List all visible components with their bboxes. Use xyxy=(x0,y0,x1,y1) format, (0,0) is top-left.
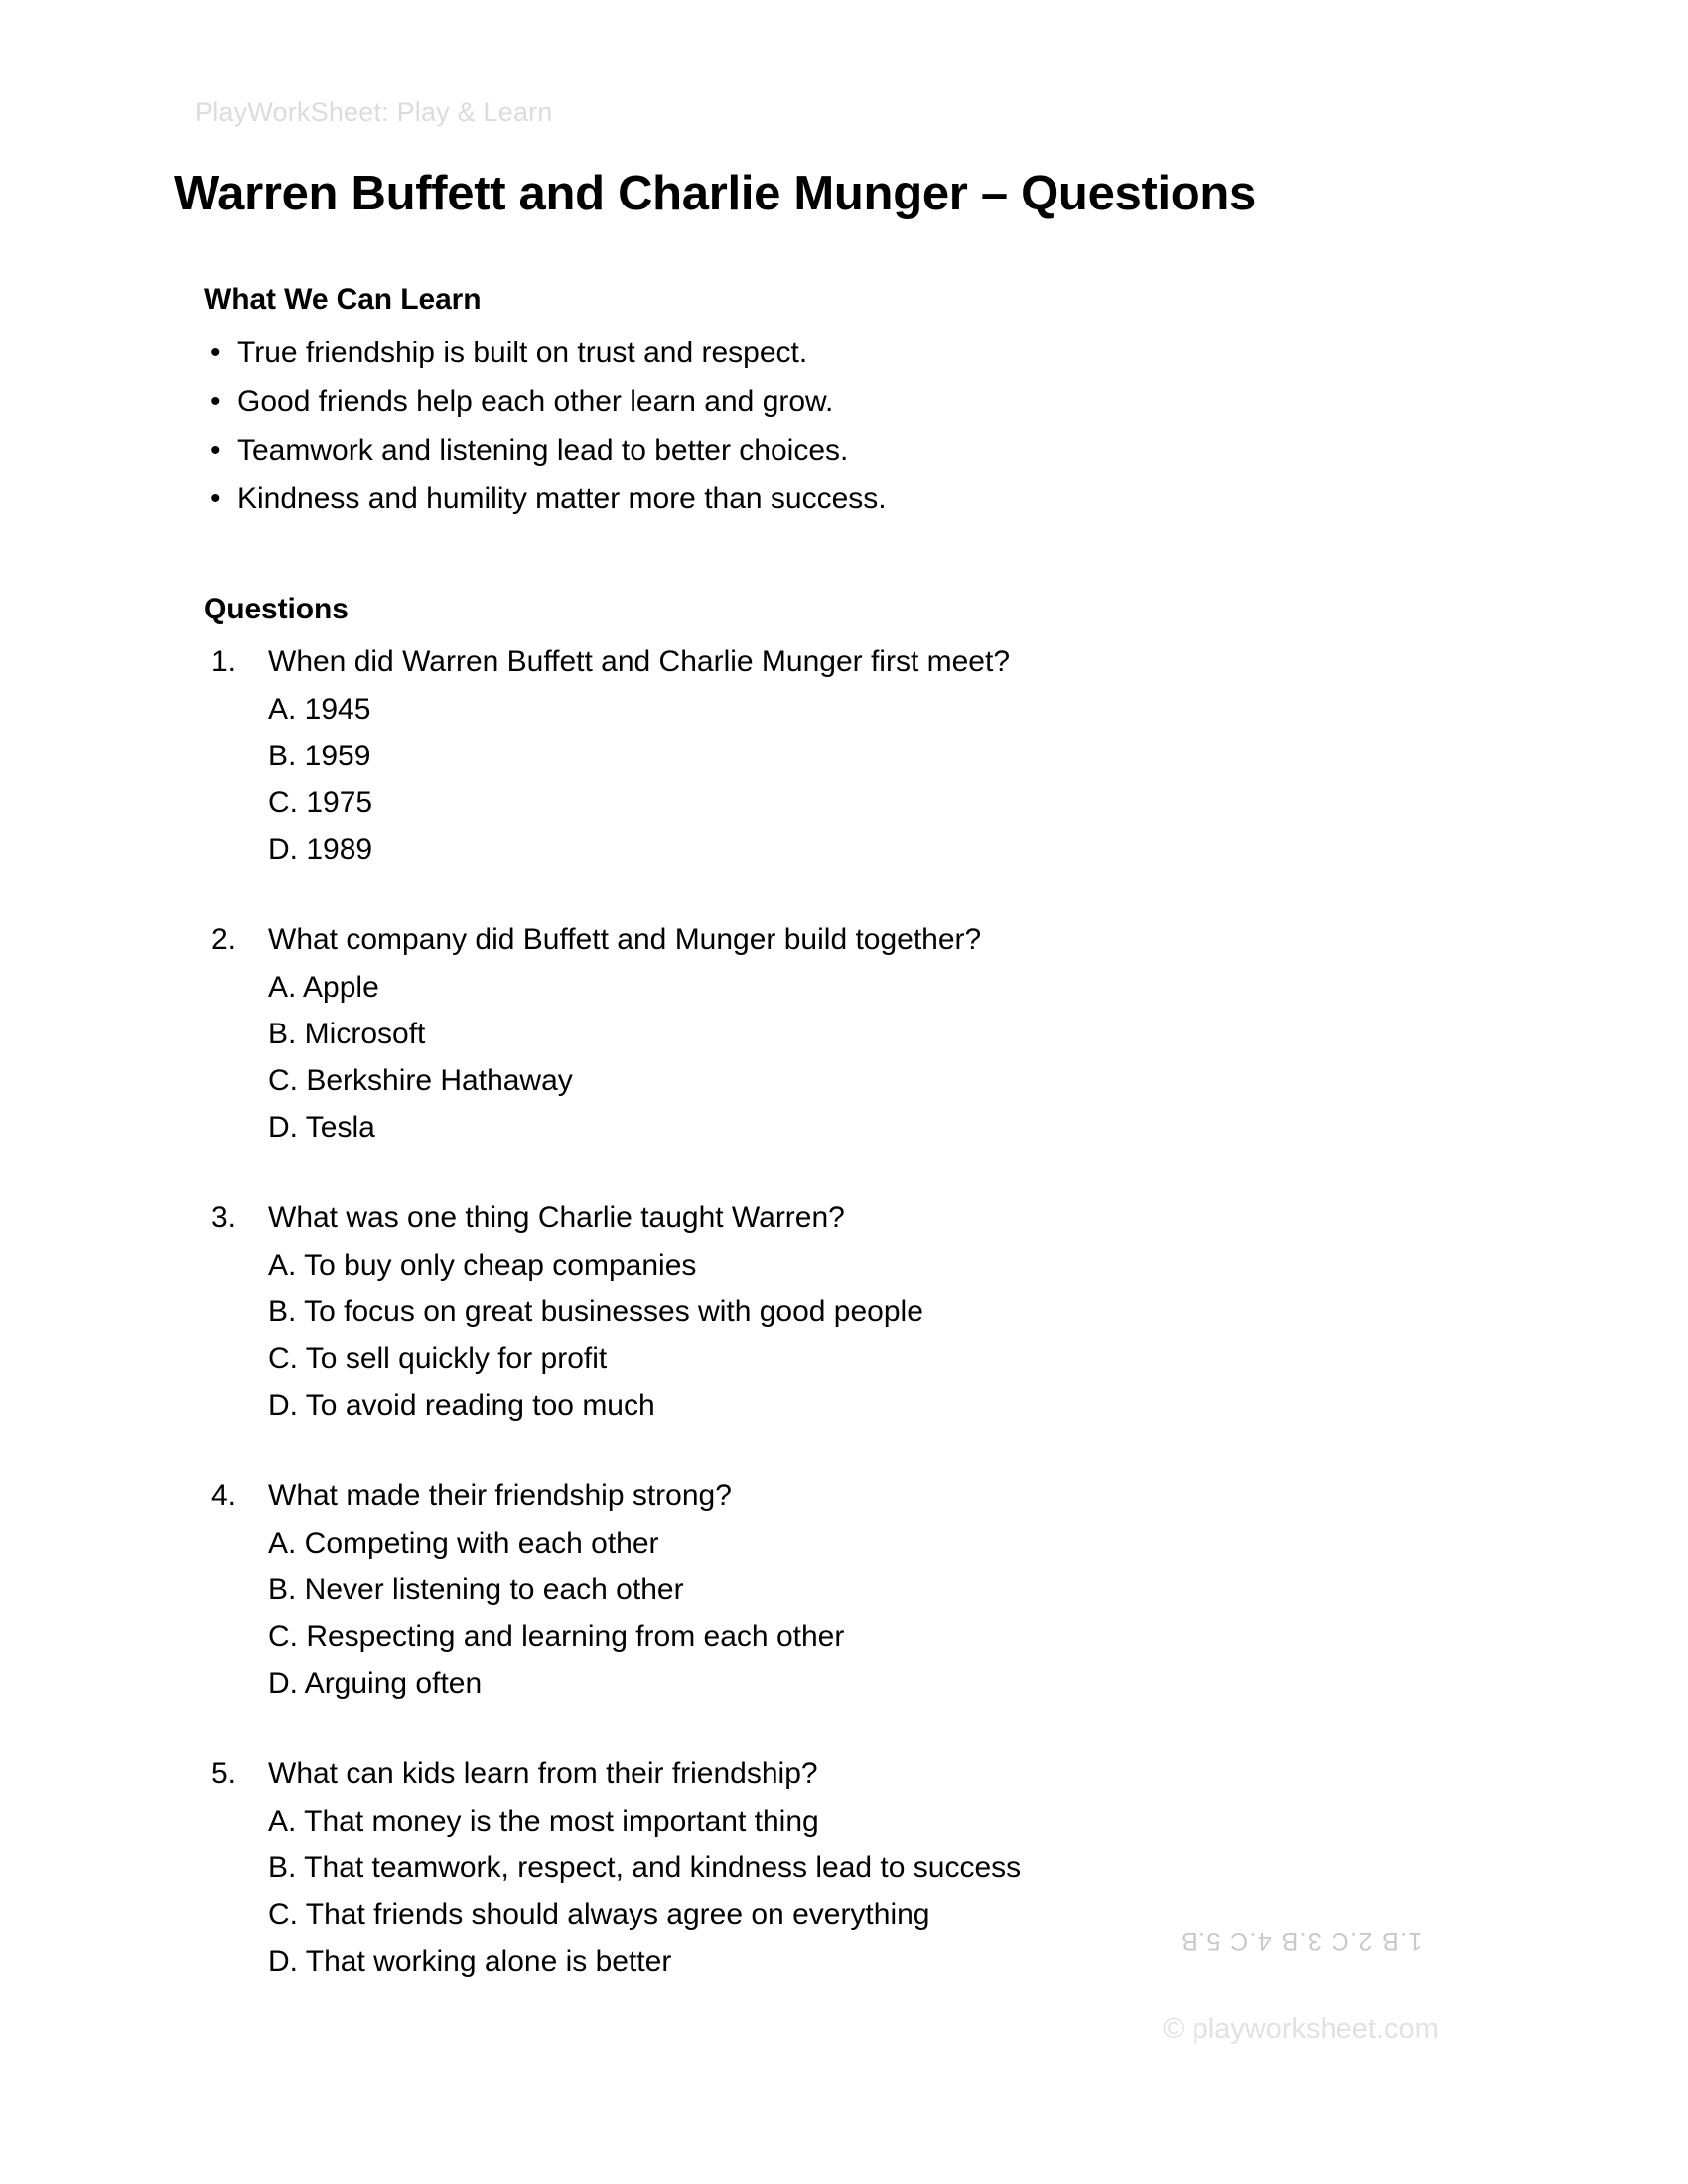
answer-key xyxy=(1142,1924,1460,1958)
question-text: What was one thing Charlie taught Warren? xyxy=(268,1201,845,1234)
question-text: What company did Buffett and Munger build together? xyxy=(268,923,982,956)
option-item[interactable]: B. 1959 xyxy=(268,740,371,772)
option-item[interactable]: D. Tesla xyxy=(268,1111,375,1144)
brand-header: PlayWorkSheet: Play & Learn xyxy=(195,97,553,127)
option-list xyxy=(204,1242,1455,1429)
question-number: 4. xyxy=(211,1479,237,1512)
option-item[interactable]: B. To focus on great businesses with good people xyxy=(268,1296,923,1328)
question-item xyxy=(204,1472,1455,1706)
option-list xyxy=(204,686,1455,873)
footer-copyright: © playworksheet.com xyxy=(1163,2013,1439,2045)
question-text: What made their friendship strong? xyxy=(268,1479,732,1512)
question-item xyxy=(204,638,1455,873)
question-number: 3. xyxy=(211,1201,237,1234)
option-item[interactable]: A. Apple xyxy=(268,971,379,1004)
learn-item-text: True friendship is built on trust and respect. xyxy=(237,337,808,369)
option-list xyxy=(204,1520,1455,1706)
option-item[interactable]: D. Arguing often xyxy=(268,1667,483,1700)
option-item[interactable]: A. To buy only cheap companies xyxy=(268,1249,697,1282)
option-item[interactable]: A. 1945 xyxy=(268,693,371,726)
list-item xyxy=(204,329,1455,377)
option-item[interactable]: B. That teamwork, respect, and kindness lead to success xyxy=(268,1851,1022,1884)
section-spacer xyxy=(204,523,1455,593)
option-item[interactable]: B. Never listening to each other xyxy=(268,1573,684,1606)
option-item[interactable]: B. Microsoft xyxy=(268,1018,426,1050)
option-item[interactable]: D. 1989 xyxy=(268,833,373,866)
option-item[interactable]: C. Berkshire Hathaway xyxy=(268,1064,573,1097)
question-number: 5. xyxy=(211,1757,237,1790)
learn-item-text: Kindness and humility matter more than success. xyxy=(237,482,887,515)
option-item[interactable]: A. Competing with each other xyxy=(268,1527,659,1560)
question-prompt xyxy=(204,916,1455,964)
question-prompt xyxy=(204,1472,1455,1520)
question-item xyxy=(204,916,1455,1151)
option-item[interactable]: C. To sell quickly for profit xyxy=(268,1342,608,1375)
list-item xyxy=(204,377,1455,426)
list-item xyxy=(204,426,1455,475)
option-list xyxy=(204,964,1455,1151)
question-item xyxy=(204,1194,1455,1429)
option-item[interactable]: A. That money is the most important thing xyxy=(268,1805,819,1838)
option-item[interactable]: D. That working alone is better xyxy=(268,1945,672,1978)
question-number: 2. xyxy=(211,923,237,956)
section-heading-what-we-can-learn: What We Can Learn xyxy=(204,283,482,316)
learn-item-text: Good friends help each other learn and grow. xyxy=(237,385,834,418)
option-item[interactable]: C. Respecting and learning from each other xyxy=(268,1620,845,1653)
question-number: 1. xyxy=(211,645,237,678)
learn-bullet-list xyxy=(204,329,1455,523)
bullet-icon: • xyxy=(211,482,221,515)
learn-item-text: Teamwork and listening lead to better choices. xyxy=(237,434,849,467)
list-item xyxy=(204,475,1455,523)
question-prompt xyxy=(204,1750,1455,1798)
bullet-icon: • xyxy=(211,337,221,369)
option-item[interactable]: C. 1975 xyxy=(268,786,373,819)
option-item[interactable]: D. To avoid reading too much xyxy=(268,1389,655,1422)
bullet-icon: • xyxy=(211,385,221,418)
page-title: Warren Buffett and Charlie Munger – Questions xyxy=(173,167,1257,220)
question-prompt xyxy=(204,1194,1455,1242)
question-list xyxy=(204,638,1455,1984)
section-heading-questions: Questions xyxy=(204,593,349,625)
option-item[interactable]: C. That friends should always agree on everything xyxy=(268,1898,930,1931)
question-prompt xyxy=(204,638,1455,686)
question-text: When did Warren Buffett and Charlie Munger first meet? xyxy=(268,645,1011,678)
worksheet-content xyxy=(204,283,1455,1984)
bullet-icon: • xyxy=(211,434,221,467)
answer-key-text: 1.B 2.C 3.B 4.C 5.B xyxy=(1179,1927,1423,1955)
question-text: What can kids learn from their friendship? xyxy=(268,1757,818,1790)
